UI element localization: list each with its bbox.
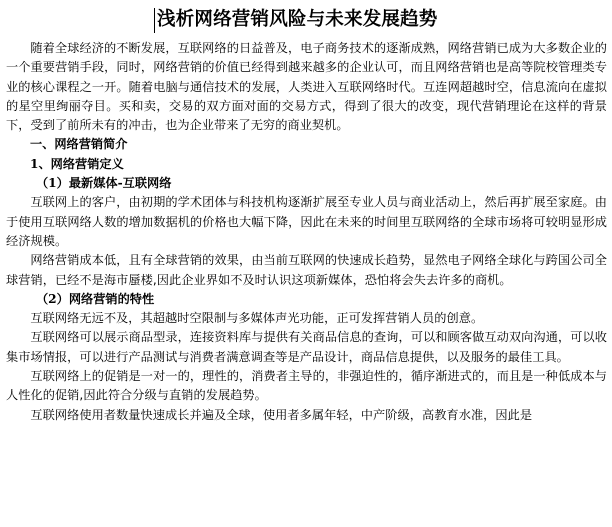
- paragraph: 互联网络可以展示商品型录，连接资料库与提供有关商品信息的查询，可以和顾客做互动双向沟通，可以收集市场情报，可以进行产品测试与消费者满意调查等是产品设计，商品信息提供，以及服务的最佳工具。: [6, 330, 607, 364]
- paragraph: 互联网络上的促销是一对一的，理性的，消费者主导的，非强迫性的，循序渐进式的，而且是一种低成本与人性化的促销,因此符合分级与直销的发展趋势。: [6, 369, 607, 403]
- subsection-heading: 1、网络营销定义: [30, 156, 124, 171]
- paragraph: 网络营销成本低，且有全球营销的效果，由当前互联网的快速成长趋势，显然电子网络全球化与跨国公司全球营销，已经不是海市蜃楼,因此企业界如不及时认识这项新媒体，恐怕将会失去许多的商机。: [6, 253, 607, 287]
- text-cursor: [154, 8, 155, 33]
- item-heading-new-media: （1）最新媒体-互联网络: [36, 176, 172, 191]
- document-title: 浅析网络营销风险与未来发展趋势: [157, 9, 438, 30]
- paragraph: 互联网络使用者数量快速成长并遍及全球，使用者多属年轻，中产阶级，高教育水准，因此是: [30, 407, 533, 422]
- paragraph: 互联网络无远不及，其超越时空限制与多媒体声光功能，正可发挥营销人员的创意。: [30, 311, 484, 326]
- paragraph: 互联网上的客户，由初期的学术团体与科技机构逐渐扩展至专业人员与商业活动上，然后再扩展至家庭。由于使用互联网络人数的增加数据机的价格也大幅下降，因此在未来的时间里互联网络的全球市场将可较明显形成经济规模。: [6, 195, 607, 248]
- intro-paragraph: 随着全球经济的不断发展，互联网络的日益普及，电子商务技术的逐渐成熟，网络营销已成为大多数企业的一个重要营销手段，同时，网络营销的价值已经得到越来越多的企业认可，而且网络营销也是高等院校管理类专业的核心课程之一开。随着电脑与通信技术的发展，人类进入互联网络时代。互连网超越时空，信息流向在虚拟的星空里绚丽夺目。买和卖，交易的双方面对面的交易方式，得到了很大的改变，现代营销理论在这样的背景下，受到了前所未有的冲击，也为企业带来了无穷的商业契机。: [6, 41, 607, 133]
- item-heading-characteristics: （2）网络营销的特性: [36, 291, 155, 306]
- document-body: [6, 39, 607, 425]
- section-heading: 一、网络营销简介: [30, 137, 128, 152]
